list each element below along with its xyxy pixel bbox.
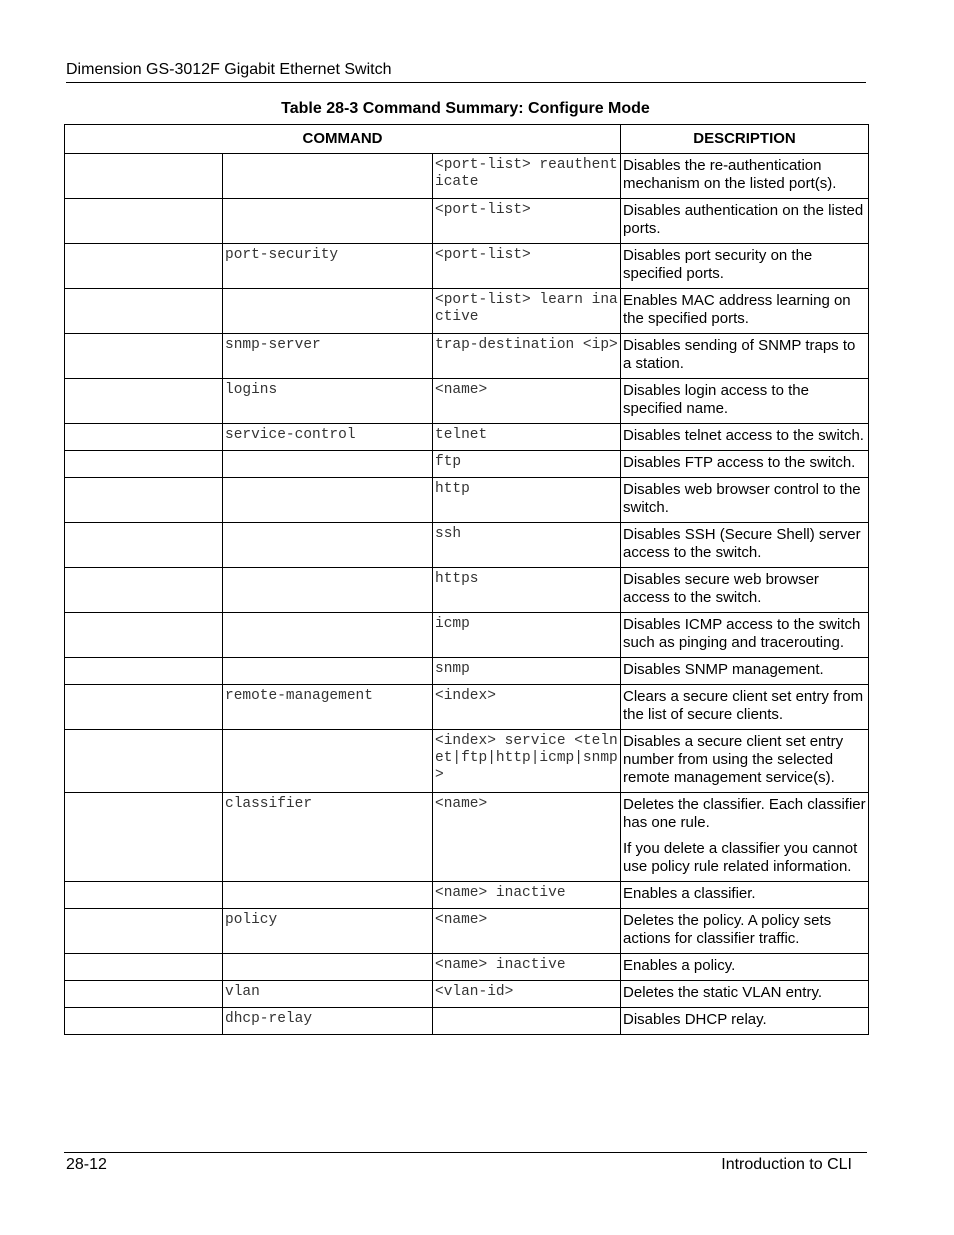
subcommand-cell: service-control — [223, 424, 433, 451]
description-cell — [621, 199, 869, 244]
command-cell — [65, 334, 223, 379]
description-paragraph: Disables FTP access to the switch. — [623, 454, 856, 471]
command-column-header: COMMAND — [65, 125, 621, 154]
command-cell — [65, 730, 223, 793]
description-paragraph: Deletes the static VLAN entry. — [623, 984, 822, 1001]
description-paragraph: Disables ICMP access to the switch such as pinging and tracerouting. — [623, 616, 861, 651]
argument-cell: <name> — [433, 909, 621, 954]
description-paragraph: Enables a policy. — [623, 957, 736, 974]
argument-cell: http — [433, 478, 621, 523]
table-row — [65, 981, 869, 1008]
argument-cell: <name> — [433, 379, 621, 424]
subcommand-cell: vlan — [223, 981, 433, 1008]
table-row — [65, 154, 869, 199]
table-row — [65, 424, 869, 451]
description-cell — [621, 154, 869, 199]
description-paragraph: Clears a secure client set entry from the list of secure clients. — [623, 688, 864, 723]
subcommand-cell — [223, 954, 433, 981]
description-paragraph: Disables SNMP management. — [623, 661, 824, 678]
command-cell — [65, 244, 223, 289]
subcommand-cell — [223, 568, 433, 613]
description-cell — [621, 523, 869, 568]
page-number: 28-12 — [66, 1156, 107, 1173]
subcommand-cell — [223, 289, 433, 334]
argument-cell: <name> — [433, 793, 621, 882]
table-header-row — [65, 125, 869, 154]
description-paragraph: Disables port security on the specified ports. — [623, 247, 813, 282]
subcommand-cell: dhcp-relay — [223, 1008, 433, 1035]
description-cell — [621, 289, 869, 334]
argument-cell: <port-list> — [433, 199, 621, 244]
description-cell — [621, 379, 869, 424]
argument-cell: <index> — [433, 685, 621, 730]
description-cell — [621, 730, 869, 793]
description-cell — [621, 424, 869, 451]
description-cell — [621, 1008, 869, 1035]
table-row — [65, 199, 869, 244]
description-paragraph: Disables secure web browser access to the switch. — [623, 571, 819, 606]
description-paragraph: Disables login access to the specified name. — [623, 382, 809, 417]
subcommand-cell — [223, 478, 433, 523]
description-cell — [621, 334, 869, 379]
table-row — [65, 882, 869, 909]
command-cell — [65, 909, 223, 954]
argument-cell: trap-destination <ip> — [433, 334, 621, 379]
description-paragraph: Disables sending of SNMP traps to a station. — [623, 337, 856, 372]
description-cell — [621, 793, 869, 882]
command-cell — [65, 1008, 223, 1035]
command-cell — [65, 613, 223, 658]
table-row — [65, 1008, 869, 1035]
description-cell — [621, 658, 869, 685]
footer-divider — [64, 1152, 867, 1153]
command-cell — [65, 568, 223, 613]
table-row — [65, 568, 869, 613]
section-title: Introduction to CLI — [721, 1156, 852, 1173]
description-cell — [621, 244, 869, 289]
command-cell — [65, 424, 223, 451]
description-cell — [621, 954, 869, 981]
subcommand-cell — [223, 658, 433, 685]
table-row — [65, 451, 869, 478]
argument-cell: <vlan-id> — [433, 981, 621, 1008]
argument-cell — [433, 1008, 621, 1035]
subcommand-cell: port-security — [223, 244, 433, 289]
table-row — [65, 909, 869, 954]
argument-cell: <port-list> — [433, 244, 621, 289]
table-row — [65, 793, 869, 882]
description-paragraph: Disables DHCP relay. — [623, 1011, 767, 1028]
command-cell — [65, 154, 223, 199]
document-title: Dimension GS-3012F Gigabit Ethernet Switch — [66, 61, 392, 78]
description-paragraph: Enables a classifier. — [623, 885, 756, 902]
subcommand-cell — [223, 451, 433, 478]
argument-cell: <name> inactive — [433, 882, 621, 909]
command-cell — [65, 882, 223, 909]
description-paragraph: Deletes the policy. A policy sets actions for classifier traffic. — [623, 912, 832, 947]
description-cell — [621, 981, 869, 1008]
subcommand-cell — [223, 613, 433, 658]
argument-cell: icmp — [433, 613, 621, 658]
table-row — [65, 244, 869, 289]
description-column-header: DESCRIPTION — [621, 125, 869, 154]
description-paragraph: Disables telnet access to the switch. — [623, 427, 864, 444]
description-cell — [621, 478, 869, 523]
table-body — [65, 154, 869, 1035]
subcommand-cell: snmp-server — [223, 334, 433, 379]
description-cell — [621, 882, 869, 909]
table-row — [65, 954, 869, 981]
table-row — [65, 658, 869, 685]
table-row — [65, 730, 869, 793]
command-cell — [65, 478, 223, 523]
table-row — [65, 289, 869, 334]
description-cell — [621, 613, 869, 658]
command-cell — [65, 523, 223, 568]
description-cell — [621, 909, 869, 954]
argument-cell: ftp — [433, 451, 621, 478]
subcommand-cell — [223, 882, 433, 909]
table-row — [65, 613, 869, 658]
command-cell — [65, 199, 223, 244]
argument-cell: https — [433, 568, 621, 613]
subcommand-cell — [223, 523, 433, 568]
argument-cell: telnet — [433, 424, 621, 451]
description-paragraph: Enables MAC address learning on the specified ports. — [623, 292, 851, 327]
description-cell — [621, 685, 869, 730]
table-row — [65, 523, 869, 568]
command-cell — [65, 685, 223, 730]
description-cell — [621, 568, 869, 613]
command-cell — [65, 793, 223, 882]
subcommand-cell: policy — [223, 909, 433, 954]
argument-cell: <name> inactive — [433, 954, 621, 981]
description-paragraph: Disables web browser control to the switch. — [623, 481, 861, 516]
argument-cell: <port-list> learn inactive — [433, 289, 621, 334]
table-row — [65, 379, 869, 424]
description-paragraph: If you delete a classifier you cannot use policy rule related information. — [623, 840, 858, 875]
table-row — [65, 478, 869, 523]
subcommand-cell: logins — [223, 379, 433, 424]
command-cell — [65, 451, 223, 478]
description-paragraph: Disables SSH (Secure Shell) server access to the switch. — [623, 526, 861, 561]
argument-cell: ssh — [433, 523, 621, 568]
command-cell — [65, 379, 223, 424]
command-cell — [65, 289, 223, 334]
description-paragraph: Disables the re-authentication mechanism on the listed port(s). — [623, 157, 837, 192]
description-paragraph: Disables authentication on the listed ports. — [623, 202, 864, 237]
argument-cell: <port-list> reauthenticate — [433, 154, 621, 199]
table-row — [65, 334, 869, 379]
command-summary-table — [64, 124, 869, 1035]
command-cell — [65, 981, 223, 1008]
argument-cell: <index> service <telnet|ftp|http|icmp|snmp> — [433, 730, 621, 793]
command-cell — [65, 658, 223, 685]
argument-cell: snmp — [433, 658, 621, 685]
subcommand-cell: remote-management — [223, 685, 433, 730]
description-paragraph: Disables a secure client set entry number from using the selected remote management service(s). — [623, 733, 844, 786]
subcommand-cell: classifier — [223, 793, 433, 882]
subcommand-cell — [223, 154, 433, 199]
subcommand-cell — [223, 730, 433, 793]
command-cell — [65, 954, 223, 981]
page-header — [66, 60, 866, 83]
table-row — [65, 685, 869, 730]
description-paragraph: Deletes the classifier. Each classifier has one rule. — [623, 796, 866, 831]
description-cell — [621, 451, 869, 478]
table-caption: Table 28-3 Command Summary: Configure Mode — [281, 100, 650, 117]
subcommand-cell — [223, 199, 433, 244]
